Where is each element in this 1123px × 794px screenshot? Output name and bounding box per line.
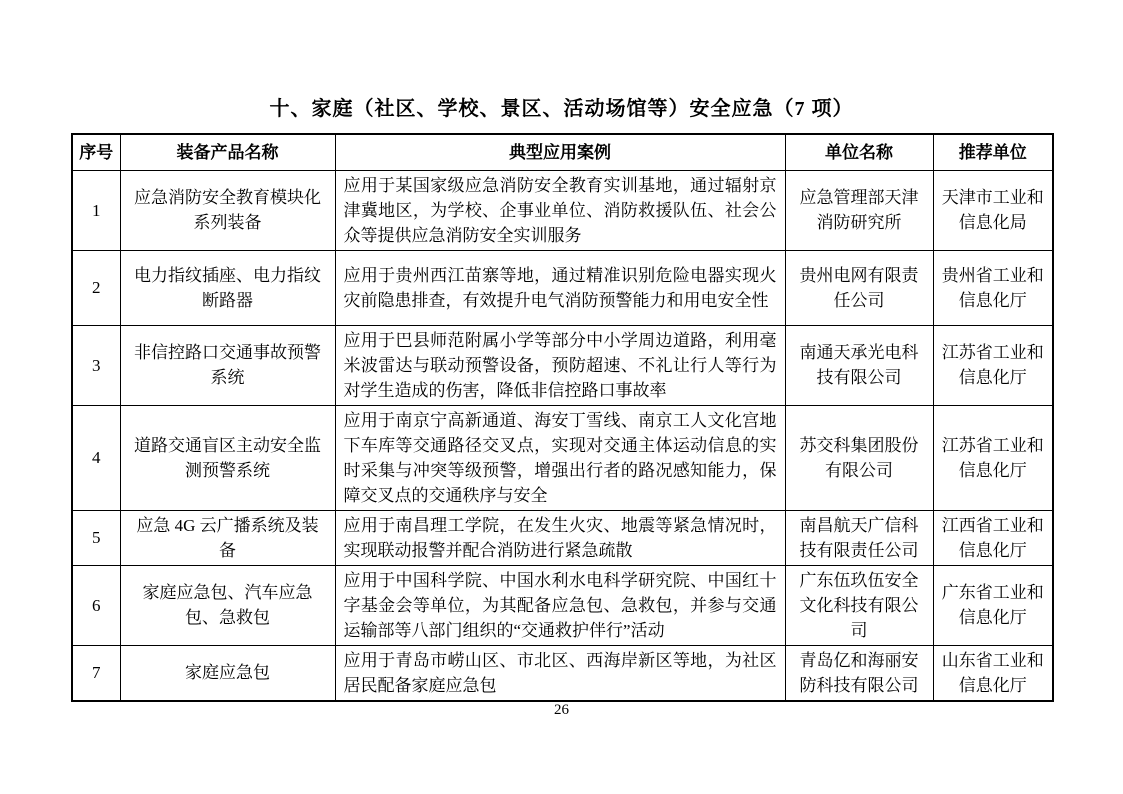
cell-unit: 应急管理部天津消防研究所: [785, 170, 933, 250]
cell-case: 应用于青岛市崂山区、市北区、西海岸新区等地，为社区居民配备家庭应急包: [335, 645, 785, 701]
table-row: [72, 405, 1053, 510]
cell-product: 电力指纹插座、电力指纹断路器: [120, 250, 335, 325]
cell-no: 1: [72, 170, 120, 250]
cell-no: 2: [72, 250, 120, 325]
table-row: [72, 645, 1053, 701]
cell-no: 6: [72, 565, 120, 645]
header-recommender: 推荐单位: [933, 134, 1053, 170]
cell-case: 应用于贵州西江苗寨等地，通过精准识别危险电器实现火灾前隐患排查，有效提升电气消防预警能力和用电安全性: [335, 250, 785, 325]
cell-no: 3: [72, 325, 120, 405]
cell-unit: 广东伍玖伍安全文化科技有限公司: [785, 565, 933, 645]
header-product: 装备产品名称: [120, 134, 335, 170]
header-unit: 单位名称: [785, 134, 933, 170]
cell-product: 非信控路口交通事故预警系统: [120, 325, 335, 405]
cell-unit: 南通天承光电科技有限公司: [785, 325, 933, 405]
cell-recommender: 江西省工业和信息化厅: [933, 510, 1053, 565]
cell-product: 家庭应急包: [120, 645, 335, 701]
cell-unit: 青岛亿和海丽安防科技有限公司: [785, 645, 933, 701]
table-header-row: [72, 134, 1053, 170]
header-case: 典型应用案例: [335, 134, 785, 170]
cell-case: 应用于巴县师范附属小学等部分中小学周边道路，利用毫米波雷达与联动预警设备，预防超速、不礼让行人等行为对学生造成的伤害，降低非信控路口事故率: [335, 325, 785, 405]
cell-recommender: 天津市工业和信息化局: [933, 170, 1053, 250]
cell-recommender: 山东省工业和信息化厅: [933, 645, 1053, 701]
cell-case: 应用于南昌理工学院，在发生火灾、地震等紧急情况时，实现联动报警并配合消防进行紧急疏散: [335, 510, 785, 565]
cell-case: 应用于南京宁高新通道、海安丁雪线、南京工人文化宫地下车库等交通路径交叉点，实现对交通主体运动信息的实时采集与冲突等级预警，增强出行者的路况感知能力，保障交叉点的交通秩序与安全: [335, 405, 785, 510]
header-no: 序号: [72, 134, 120, 170]
table-row: [72, 250, 1053, 325]
cell-product: 家庭应急包、汽车应急包、急救包: [120, 565, 335, 645]
cell-recommender: 江苏省工业和信息化厅: [933, 405, 1053, 510]
cell-unit: 贵州电网有限责任公司: [785, 250, 933, 325]
cell-product: 道路交通盲区主动安全监测预警系统: [120, 405, 335, 510]
cell-product: 应急消防安全教育模块化系列装备: [120, 170, 335, 250]
table-row: [72, 510, 1053, 565]
cell-unit: 南昌航天广信科技有限责任公司: [785, 510, 933, 565]
equipment-table: [71, 133, 1054, 702]
table-row: [72, 565, 1053, 645]
table-row: [72, 170, 1053, 250]
cell-product: 应急 4G 云广播系统及装备: [120, 510, 335, 565]
cell-recommender: 广东省工业和信息化厅: [933, 565, 1053, 645]
cell-no: 7: [72, 645, 120, 701]
cell-recommender: 贵州省工业和信息化厅: [933, 250, 1053, 325]
cell-case: 应用于中国科学院、中国水利水电科学研究院、中国红十字基金会等单位，为其配备应急包、急救包，并参与交通运输部等八部门组织的“交通救护伴行”活动: [335, 565, 785, 645]
table-row: [72, 325, 1053, 405]
cell-no: 4: [72, 405, 120, 510]
page-title: 十、家庭（社区、学校、景区、活动场馆等）安全应急（7 项）: [269, 98, 854, 120]
cell-case: 应用于某国家级应急消防安全教育实训基地，通过辐射京津冀地区，为学校、企事业单位、消防救援队伍、社会公众等提供应急消防安全实训服务: [335, 170, 785, 250]
cell-unit: 苏交科集团股份有限公司: [785, 405, 933, 510]
cell-no: 5: [72, 510, 120, 565]
page-number: 26: [554, 702, 569, 718]
cell-recommender: 江苏省工业和信息化厅: [933, 325, 1053, 405]
